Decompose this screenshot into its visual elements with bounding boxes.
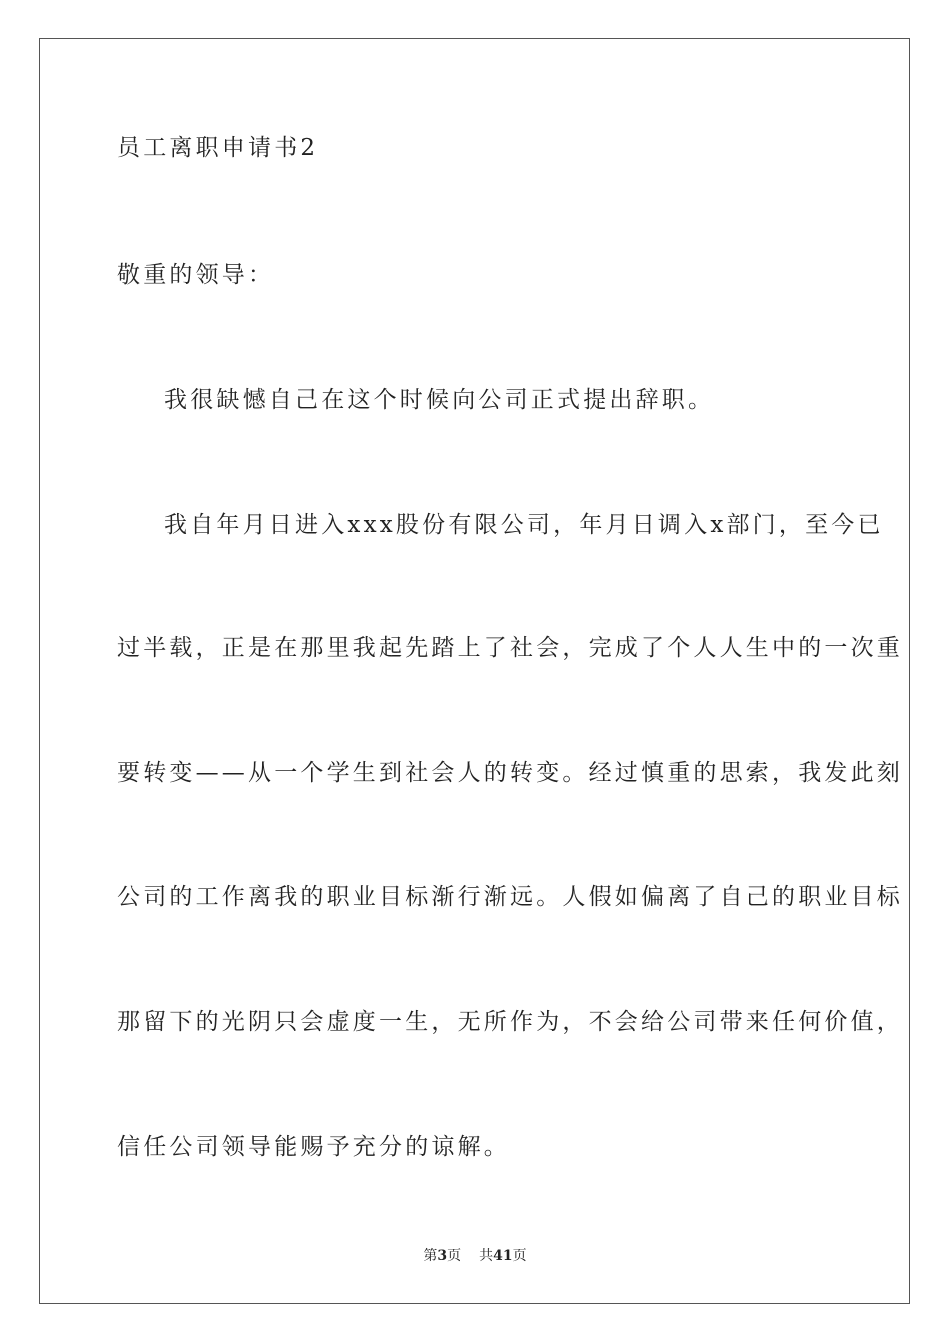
total-pages: 41 [493,1248,513,1264]
total-prefix: 共 [479,1248,494,1264]
paragraph-1: 我很缺憾自己在这个时候向公司正式提出辞职。 [164,387,715,413]
salutation: 敬重的领导： [117,262,275,288]
page-footer [0,1247,950,1265]
document-title: 员工离职申请书2 [117,135,319,161]
page-border [39,38,910,1304]
total-suffix: 页 [512,1248,527,1264]
paragraph-2-line-4: 公司的工作离我的职业目标渐行渐远。人假如偏离了自己的职业目标 [117,884,903,910]
paragraph-2-line-1: 我自年月日进入xxx股份有限公司，年月日调入x部门，至今已 [164,512,884,538]
page-prefix: 第 [423,1248,438,1264]
paragraph-2-line-5: 那留下的光阴只会虚度一生，无所作为，不会给公司带来任何价值， [117,1009,903,1035]
page-suffix: 页 [447,1248,462,1264]
paragraph-2-line-2: 过半载，正是在那里我起先踏上了社会，完成了个人人生中的一次重 [117,635,903,661]
paragraph-2-line-3: 要转变——从一个学生到社会人的转变。经过慎重的思索，我发此刻 [117,760,903,786]
page-number: 3 [437,1248,448,1264]
paragraph-2-line-6: 信任公司领导能赐予充分的谅解。 [117,1134,510,1160]
